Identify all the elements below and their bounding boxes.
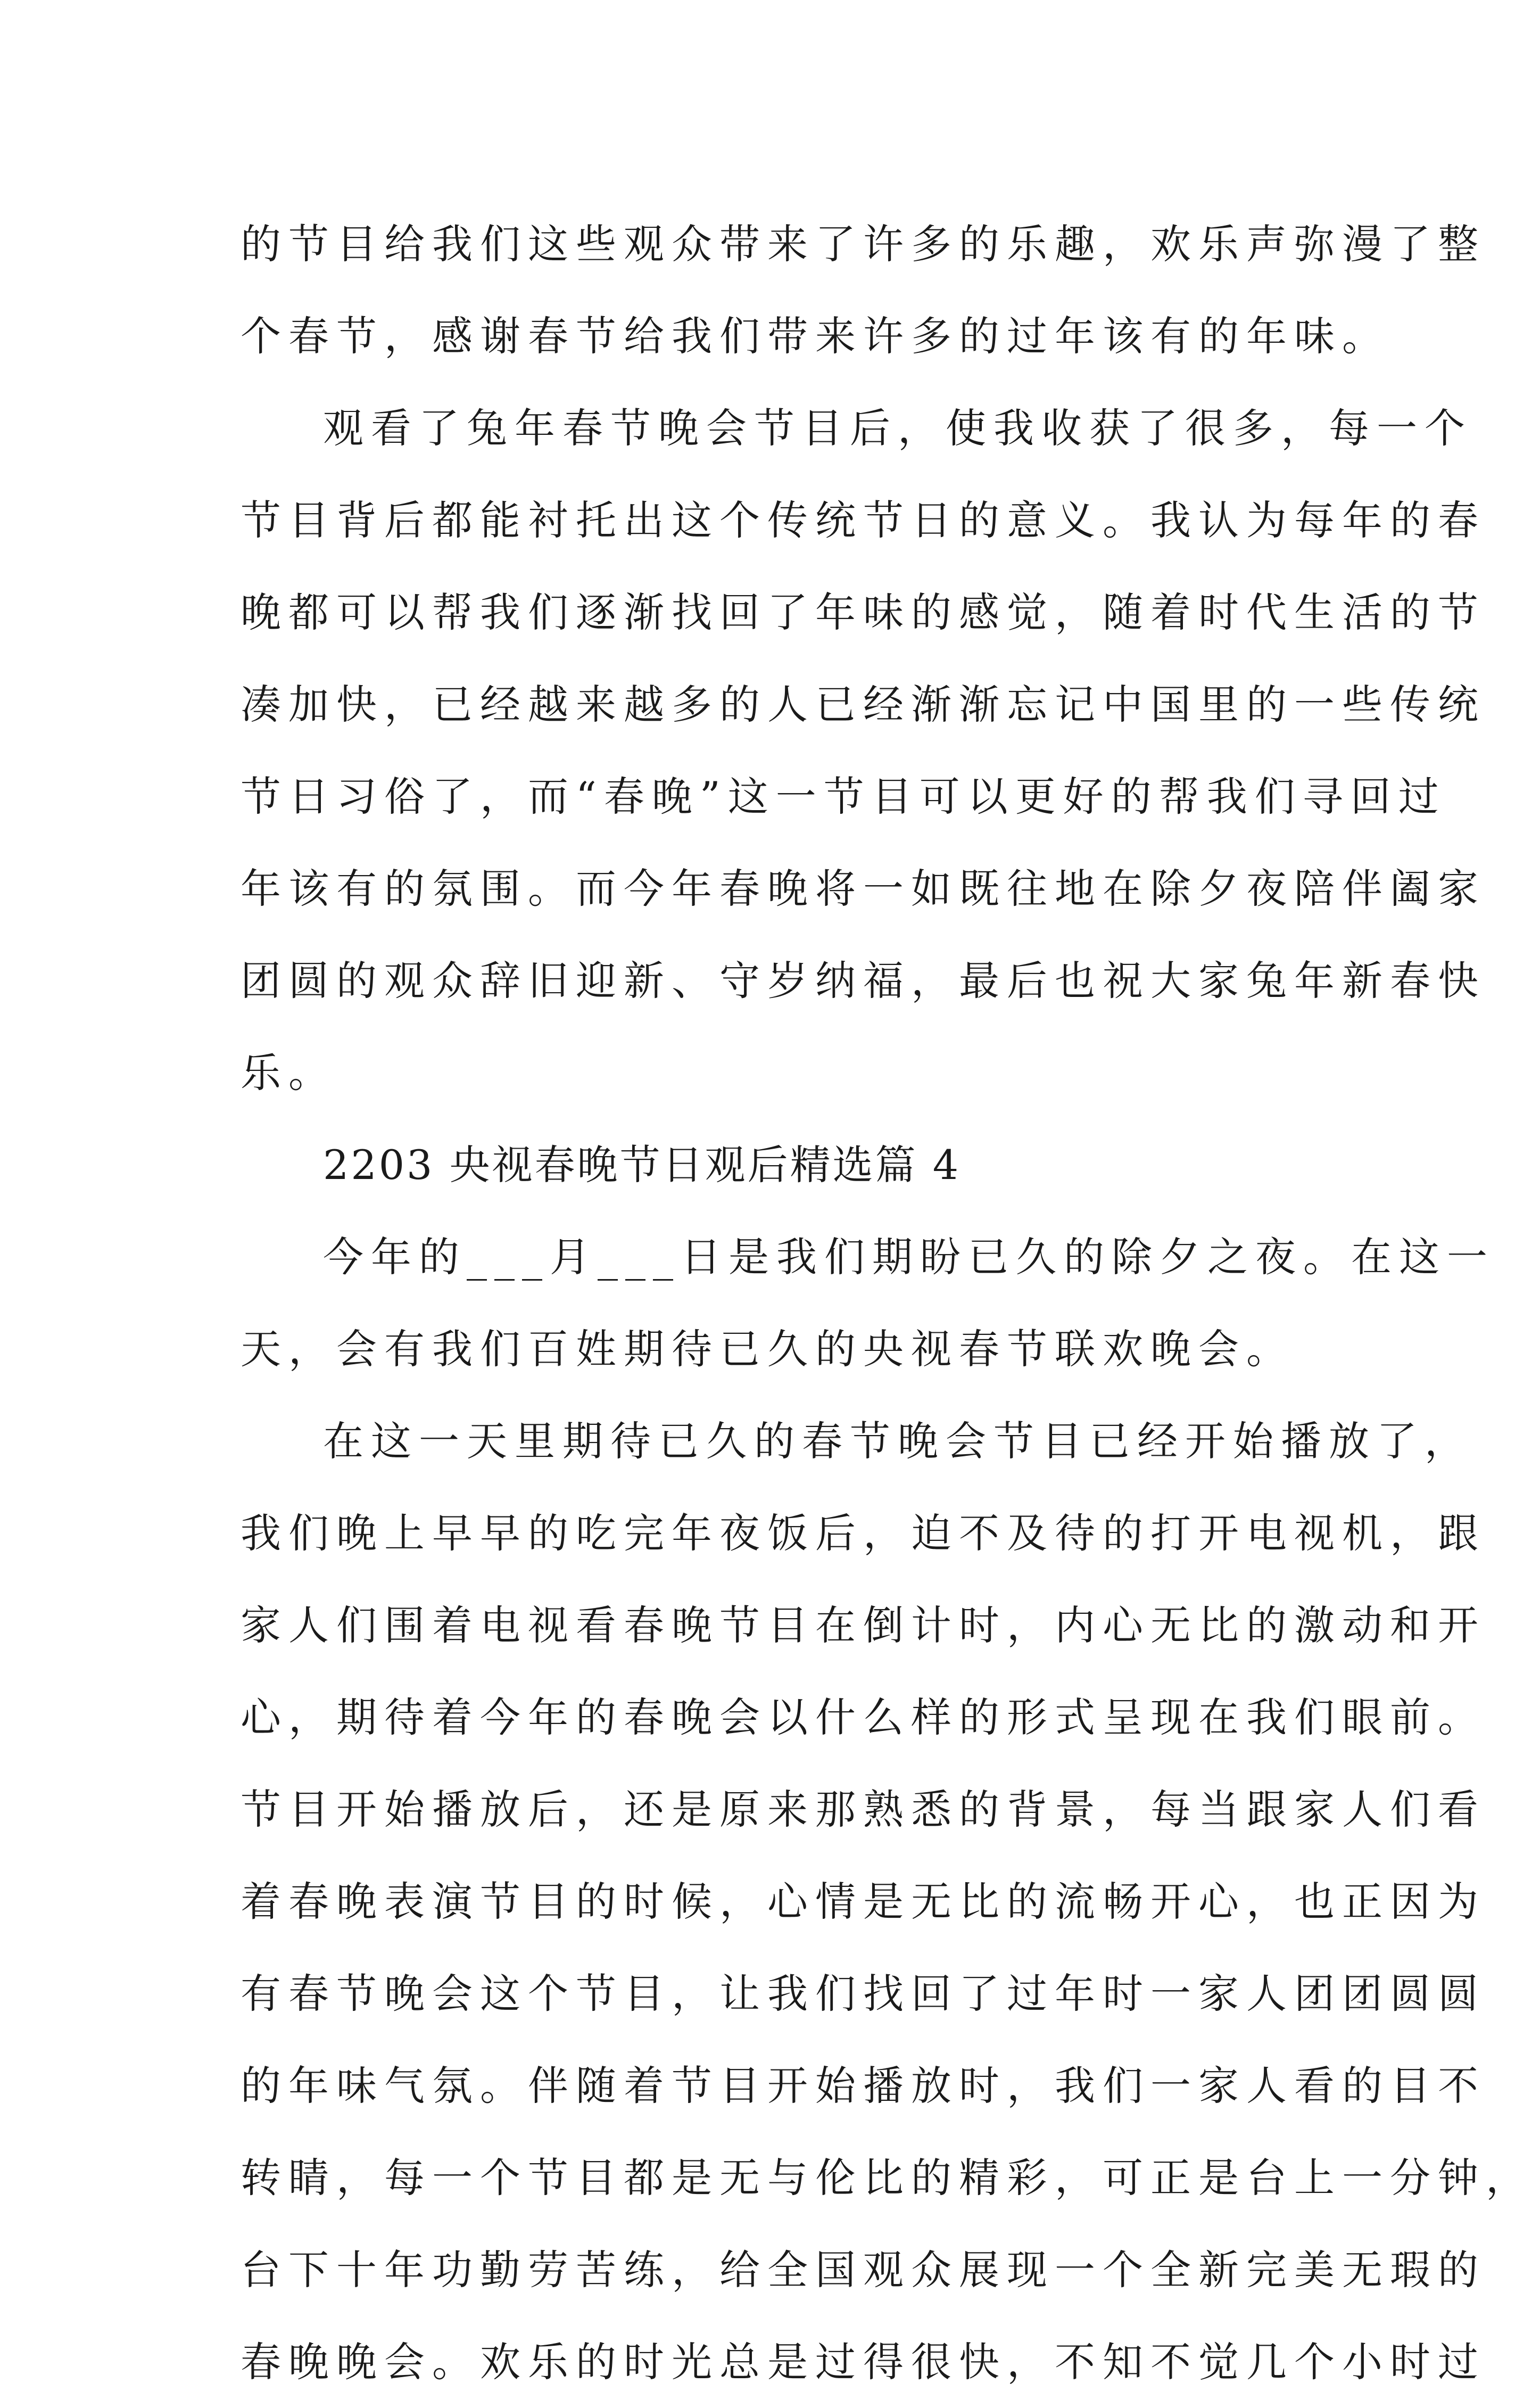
text-line: 节目背后都能衬托出这个传统节日的意义。我认为每年的春: [241, 497, 1486, 544]
text-line: 今年的___月___日是我们期盼已久的除夕之夜。在这一: [323, 1233, 1495, 1281]
body-text: [241, 198, 1534, 2408]
text-line: 在这一天里期待已久的春节晚会节目已经开始播放了，: [323, 1417, 1472, 1465]
text-line: 凑加快，已经越来越多的人已经渐渐忘记中国里的一些传统: [241, 681, 1486, 728]
text-line: 年该有的氛围。而今年春晚将一如既往地在除夕夜陪伴阖家: [241, 865, 1486, 912]
text-line: 的年味气氛。伴随着节目开始播放时，我们一家人看的目不: [241, 2062, 1486, 2109]
text-line: 家人们围着电视看春晚节目在倒计时，内心无比的激动和开: [241, 1602, 1486, 1649]
text-line: 观看了兔年春节晚会节目后，使我收获了很多，每一个: [323, 405, 1472, 452]
text-line: 着春晚表演节目的时候，心情是无比的流畅开心，也正因为: [241, 1878, 1486, 1925]
text-line: 节日习俗了，而“春晚”这一节目可以更好的帮我们寻回过: [241, 773, 1446, 820]
text-line: 我们晚上早早的吃完年夜饭后，迫不及待的打开电视机，跟: [241, 1510, 1486, 1557]
text-line: 乐。: [241, 1049, 336, 1096]
text-line: 有春节晚会这个节目，让我们找回了过年时一家人团团圆圆: [241, 1970, 1486, 2017]
text-line: 心，期待着今年的春晚会以什么样的形式呈现在我们眼前。: [241, 1694, 1486, 1741]
text-line: 团圆的观众辞旧迎新、守岁纳福，最后也祝大家兔年新春快: [241, 957, 1486, 1004]
text-line: 节目开始播放后，还是原来那熟悉的背景，每当跟家人们看: [241, 1786, 1486, 1833]
text-line: 个春节，感谢春节给我们带来许多的过年该有的年味。: [241, 312, 1390, 360]
text-line: 的节目给我们这些观众带来了许多的乐趣，欢乐声弥漫了整: [241, 220, 1486, 268]
text-line: 台下十年功勤劳苦练，给全国观众展现一个全新完美无瑕的: [241, 2246, 1486, 2294]
section-heading: 2203 央视春晚节日观后精选篇 4: [323, 1141, 961, 1189]
text-line: 转睛，每一个节目都是无与伦比的精彩，可正是台上一分钟，: [241, 2154, 1534, 2201]
text-line: 天，会有我们百姓期待已久的央视春节联欢晚会。: [241, 1325, 1294, 1373]
text-line: 晚都可以帮我们逐渐找回了年味的感觉，随着时代生活的节: [241, 589, 1486, 636]
text-line: 春晚晚会。欢乐的时光总是过得很快，不知不觉几个小时过: [241, 2338, 1486, 2386]
